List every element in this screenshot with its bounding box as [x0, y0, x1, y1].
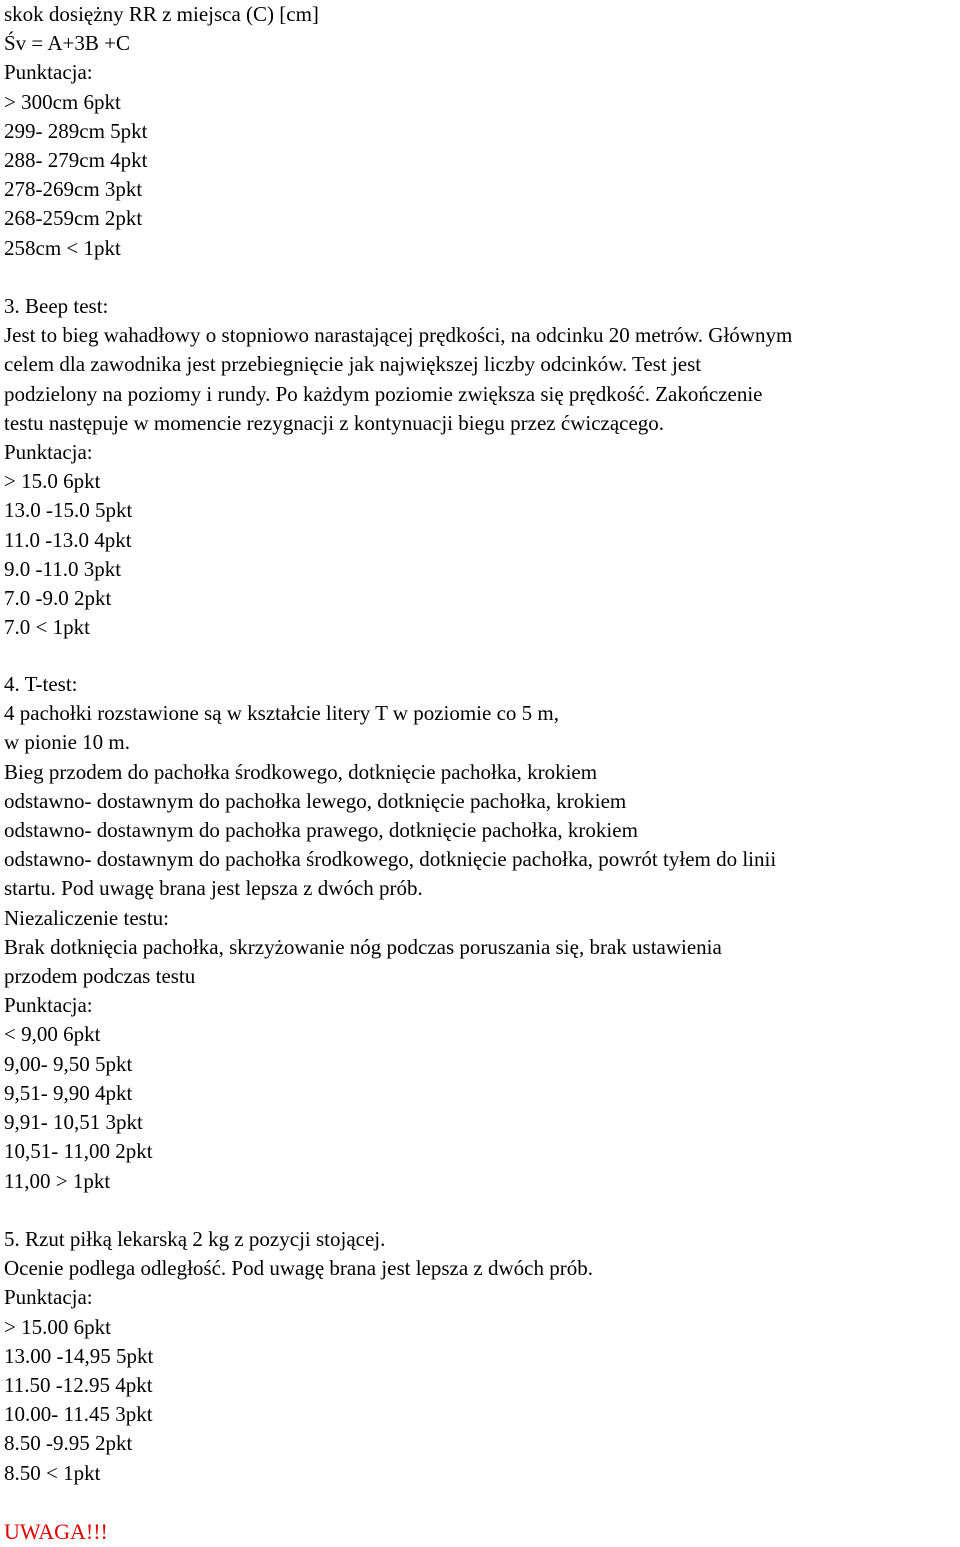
line-rzut-score-4: 11.50 -12.95 4pkt: [4, 1372, 153, 1397]
document-body: [4, 0, 960, 1547]
warning-line: [4, 1517, 960, 1547]
line-rzut-score-5: 13.00 -14,95 5pkt: [4, 1343, 154, 1368]
line-rzut-score-1: 8.50 < 1pkt: [4, 1460, 101, 1485]
line-skok-score-5: 299- 289cm 5pkt: [4, 118, 148, 143]
line-ttest-score-2: 10,51- 11,00 2pkt: [4, 1139, 153, 1164]
line-beep-desc-4: testu następuje w momencie rezygnacji z kontynuacji biegu przez ćwiczącego.: [4, 410, 665, 435]
line-ttest-desc-1: 4 pachołki rozstawione są w kształcie litery T w poziomie co 5 m,: [4, 701, 559, 726]
line-ttest-heading: 4. T-test:: [4, 672, 78, 697]
line-skok-score-4: 288- 279cm 4pkt: [4, 148, 148, 173]
line-ttest-niezaliczenie: Niezaliczenie testu:: [4, 905, 169, 930]
spacer: [4, 642, 960, 670]
line-ttest-desc-6: odstawno- dostawnym do pachołka środkowego, dotknięcie pachołka, powrót tyłem do linii: [4, 847, 777, 872]
line-ttest-score-5: 9,00- 9,50 5pkt: [4, 1051, 133, 1076]
line-ttest-score-4: 9,51- 9,90 4pkt: [4, 1080, 133, 1105]
line-ttest-score-3: 9,91- 10,51 3pkt: [4, 1110, 143, 1135]
line-beep-score-1: 7.0 < 1pkt: [4, 615, 90, 640]
line-skok-score-1: 258cm < 1pkt: [4, 235, 121, 260]
line-ttest-punktacja: Punktacja:: [4, 993, 93, 1018]
section-t-test: [4, 670, 960, 1196]
line-beep-heading: 3. Beep test:: [4, 294, 109, 319]
line-ttest-desc-2: w pionie 10 m.: [4, 730, 130, 755]
warning-text: UWAGA!!!: [4, 1518, 108, 1544]
line-beep-score-6: > 15.0 6pkt: [4, 469, 101, 494]
line-skok-formula: Śv = A+3B +C: [4, 31, 130, 56]
section-beep-test: [4, 292, 960, 642]
line-beep-punktacja: Punktacja:: [4, 440, 93, 465]
line-skok-score-3: 278-269cm 3pkt: [4, 177, 143, 202]
line-beep-desc-3: podzielony na poziomy i rundy. Po każdym poziomie zwiększa się prędkość. Zakończenie: [4, 381, 763, 406]
spacer: [4, 263, 960, 292]
line-ttest-desc-3: Bieg przodem do pachołka środkowego, dotknięcie pachołka, krokiem: [4, 759, 598, 784]
line-skok-score-2: 268-259cm 2pkt: [4, 206, 143, 231]
section-rzut: [4, 1225, 960, 1488]
line-beep-score-2: 7.0 -9.0 2pkt: [4, 586, 112, 611]
spacer: [4, 1488, 960, 1517]
line-rzut-heading: 5. Rzut piłką lekarską 2 kg z pozycji stojącej.: [4, 1226, 386, 1251]
line-ttest-desc-7: startu. Pod uwagę brana jest lepsza z dwóch prób.: [4, 876, 423, 901]
line-ttest-score-6: < 9,00 6pkt: [4, 1022, 101, 1047]
line-ttest-fail-1: Brak dotknięcia pachołka, skrzyżowanie nóg podczas poruszania się, brak ustawienia: [4, 934, 722, 959]
line-skok-score-6: > 300cm 6pkt: [4, 89, 121, 114]
line-rzut-score-2: 8.50 -9.95 2pkt: [4, 1431, 133, 1456]
line-ttest-fail-2: przodem podczas testu: [4, 964, 196, 989]
line-beep-score-3: 9.0 -11.0 3pkt: [4, 556, 122, 581]
line-beep-desc-2: celem dla zawodnika jest przebiegnięcie jak największej liczby odcinków. Test jest: [4, 352, 702, 377]
line-skok-punktacja: Punktacja:: [4, 60, 93, 85]
line-ttest-score-1: 11,00 > 1pkt: [4, 1168, 111, 1193]
line-beep-score-5: 13.0 -15.0 5pkt: [4, 498, 133, 523]
line-beep-desc-1: Jest to bieg wahadłowy o stopniowo narastającej prędkości, na odcinku 20 metrów. Głównym: [4, 323, 793, 348]
line-rzut-score-6: > 15.00 6pkt: [4, 1314, 111, 1339]
line-rzut-score-3: 10.00- 11.45 3pkt: [4, 1402, 153, 1427]
spacer: [4, 1196, 960, 1225]
line-ttest-desc-5: odstawno- dostawnym do pachołka prawego, dotknięcie pachołka, krokiem: [4, 818, 638, 843]
line-beep-score-4: 11.0 -13.0 4pkt: [4, 527, 132, 552]
section-skok: [4, 0, 960, 263]
line-skok-title: skok dosiężny RR z miejsca (C) [cm]: [4, 2, 319, 26]
line-rzut-punktacja: Punktacja:: [4, 1285, 93, 1310]
line-rzut-desc: Ocenie podlega odległość. Pod uwagę brana jest lepsza z dwóch prób.: [4, 1256, 593, 1281]
line-ttest-desc-4: odstawno- dostawnym do pachołka lewego, dotknięcie pachołka, krokiem: [4, 788, 627, 813]
